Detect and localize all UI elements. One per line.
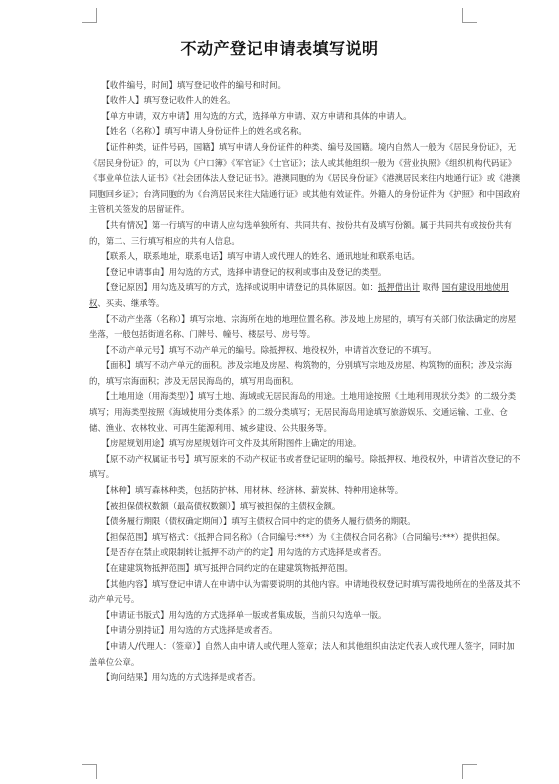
paragraph-inquiry-result: 【询问结果】用勾选的方式选择是或者否。 (101, 672, 261, 683)
paragraph-name: 【姓名（名称）】填写申请人身份证件上的姓名或名称。 (101, 126, 307, 137)
paragraph-receiver: 【收件人】填写登记收件人的姓名。 (101, 95, 236, 106)
cause-example-1: 抵押借出计 (377, 282, 420, 293)
paragraph-separate-certificate: 【申请分别持证】用勾选的方式选择是或者否。 (101, 625, 278, 636)
paragraph-original-certificate: 【原不动产权属证书号】填写原来的不动产权证书或者登记证明的编号。除抵押权、地役权外，申请首次登记的不填写。 (89, 453, 521, 480)
paragraph-contact: 【联系人，联系地址，联系电话】填写申请人或代理人的姓名、通讯地址和联系电话。 (101, 251, 420, 262)
paragraph-house-use: 【房屋规划用途】填写房屋规划许可文件及其所附图件上确定的用途。 (101, 438, 362, 449)
paragraph-construction-scope: 【在建建筑物抵押范围】填写抵押合同约定的在建建筑物抵押范围。 (101, 563, 353, 573)
paragraph-applicant-type: 【单方申请，双方申请】用勾选的方式，选择单方申请、双方申请和具体的申请人。 (101, 110, 412, 121)
document-body (89, 62, 521, 686)
paragraph-registration-cause (89, 280, 521, 311)
crop-mark-top-right (462, 8, 477, 23)
paragraph-receipt-number: 【收件编号，时间】填写登记收件的编号和时间。 (101, 79, 286, 90)
empty-line (89, 62, 521, 78)
crop-mark-bottom-right (462, 764, 477, 779)
paragraph-id-document: 【证件种类，证件号码，国籍】填写申请人身份证件的种类、编号及国籍。境内自然人一般为《居民身份证》，无《居民身份证》的，可以为《户口簿》《军官证》《士官证》；法人或其他组织一般为《营业执照》《组织机构代码证》《事业单位法人证书》《社会团体法人登记证书》。港澳同胞的为《居民身份证》《港澳居民来往内地通行证》或《港澳同胞回乡证》；台湾同胞的为《台湾居民来往大陆通行证》或其他有效证件。外籍人的身份证件为《护照》和中国政府主管机关签发的居留证件。 (89, 141, 521, 215)
cause-text-mid: 取得 (419, 282, 442, 293)
paragraph-unit-number: 【不动产单元号】填写不动产单元的编号。除抵押权、地役权外，申请首次登记的不填写。 (101, 344, 437, 355)
cause-example-2: 国有建设用地使用权 (89, 282, 509, 308)
paragraph-certificate-format: 【申请证书版式】用勾选的方式选择单一版或者集成版，当前只勾选单一版。 (101, 609, 387, 620)
paragraph-area: 【面积】填写不动产单元的面积。涉及宗地及房屋、构筑物的，分别填写宗地及房屋、构筑物的面积；涉及宗海的，填写宗海面积；涉及无居民海岛的，填写用岛面积。 (89, 360, 512, 386)
paragraph-debt-period: 【债务履行期限（债权确定期间）】填写主债权合同中约定的债务人履行债务的期限。 (101, 516, 416, 527)
paragraph-location: 【不动产坐落（名称）】填写宗地、宗海所在地的地理位置名称。涉及地上房屋的，填写有关部门依法确定的房屋坐落，一般包括街道名称、门牌号、幢号、楼层号、房号等。 (89, 313, 517, 340)
document-title: 不动产登记申请表填写说明 (180, 39, 379, 58)
paragraph-guarantee-scope: 【担保范围】填写格式：《抵押合同名称》（合同编号:***）为《主债权合同名称》（合同编号:***）提供担保。 (101, 531, 506, 542)
cause-text-start: 【登记原因】用勾选及填写的方式，选择或说明申请登记的具体原因。如： (101, 282, 378, 293)
paragraph-co-ownership: 【共有情况】第一行填写的申请人应勾选单独所有、共同共有、按份共有及填写份额。属于共同共有或按份共有的，第二、三行填写相应的共有人信息。 (89, 219, 512, 246)
paragraph-secured-amount: 【被担保债权数额（最高债权数额）】填写被担保的主债权金额。 (101, 500, 341, 511)
paragraph-land-use: 【土地用途（用海类型）】填写土地、海域或无居民海岛的用途。土地用途按照《土地利用现状分类》的二级分类填写；用海类型按照《海域使用分类体系》的二级分类填写；无居民海岛用途填写旅游娱乐、交通运输、工业、仓储、渔业、农林牧业、可再生能源利用、城乡建设、公共服务等。 (89, 391, 517, 433)
crop-mark-bottom-left (82, 764, 97, 779)
paragraph-application-reason: 【登记申请事由】用勾选的方式，选择申请登记的权利或事由及登记的类型。 (101, 266, 387, 277)
paragraph-signature: 【申请人/代理人：（签章）】自然人由申请人或代理人签章；法人和其他组织由法定代表人或代理人签字，同时加盖单位公章。 (89, 640, 515, 667)
paragraph-transfer-restriction: 【是否存在禁止或限制转让抵押不动产的约定】用勾选的方式选择是或者否。 (101, 547, 387, 558)
paragraph-other-content: 【其他内容】填写登记申请人在申请中认为需要说明的其他内容。申请地役权登记时填写需役地所在的坐落及其不动产单元号。 (89, 578, 521, 605)
cause-text-end: 、买卖、继承等。 (97, 297, 165, 308)
paragraph-forest-type: 【林种】填写森林种类，包括防护林、用材林、经济林、薪炭林、特种用途林等。 (101, 485, 404, 496)
crop-mark-top-left (82, 8, 97, 23)
